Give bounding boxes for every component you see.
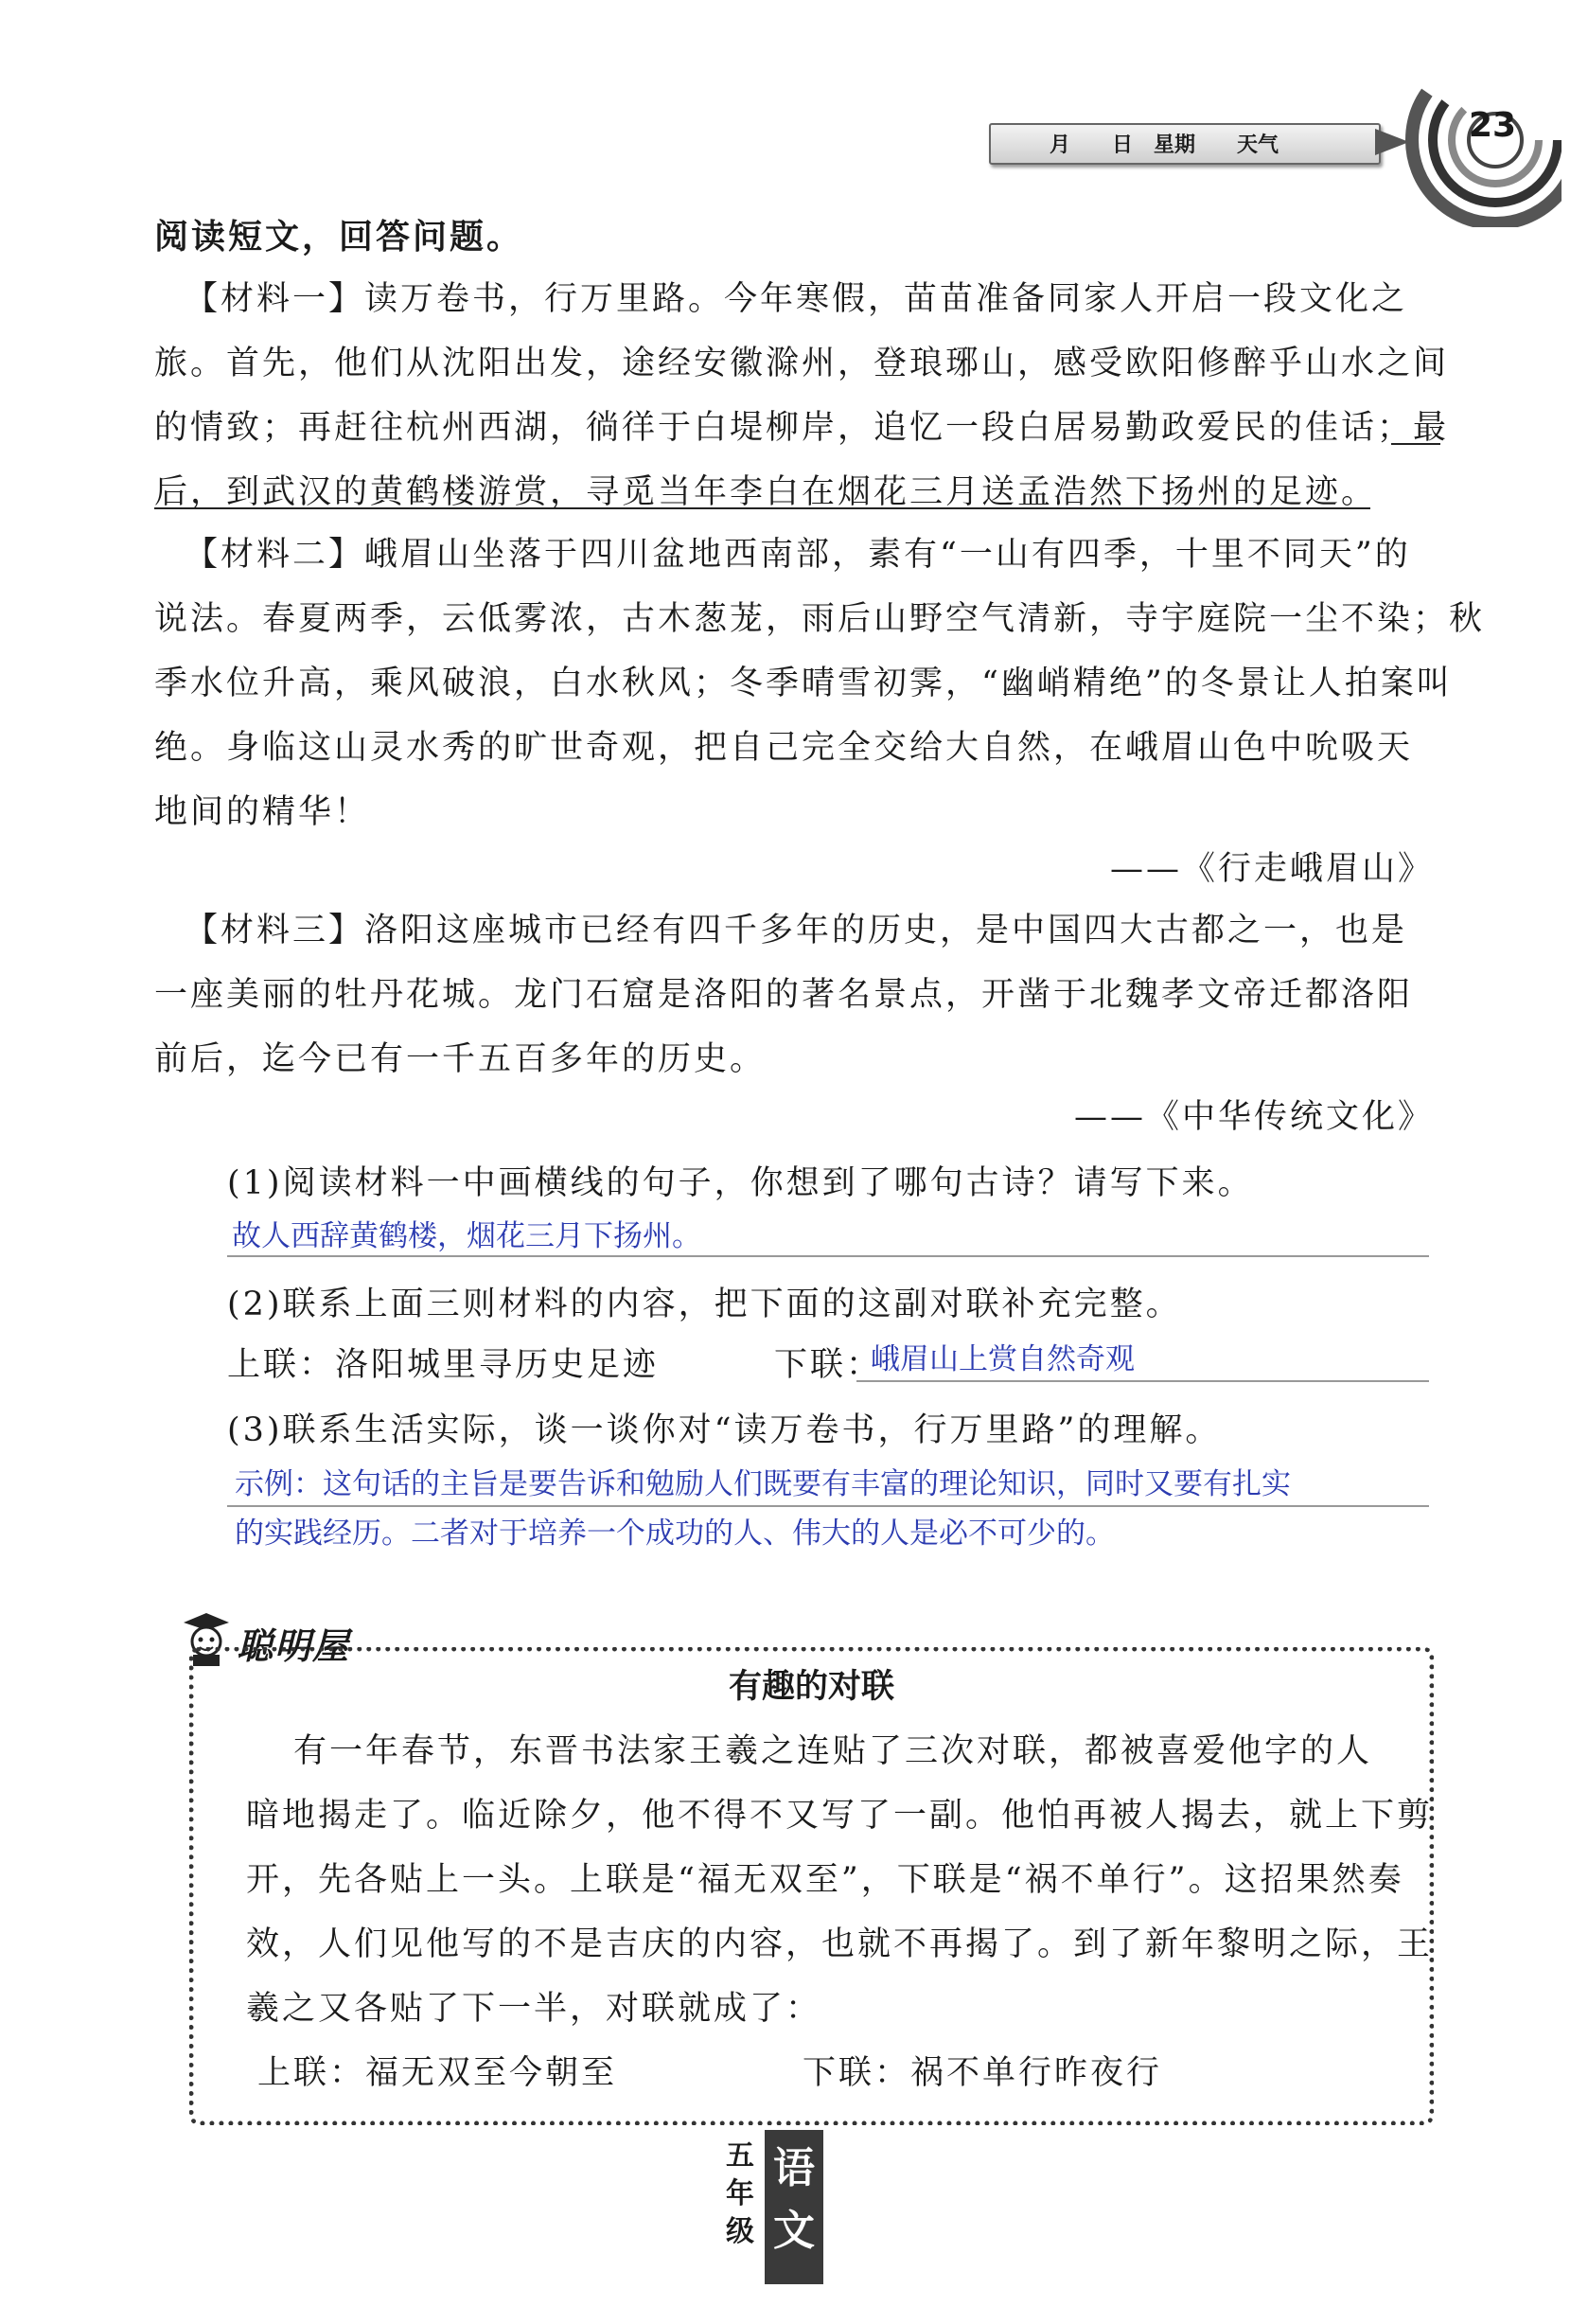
material3-text-1: 洛阳这座城市已经有四千多年的历史，是中国四大古都之一，也是 xyxy=(364,912,1408,949)
fun-couplet-title: 有趣的对联 xyxy=(728,1668,894,1706)
fun-couplet-lower: 下联：祸不单行昨夜行 xyxy=(803,2054,1163,2092)
material2-text-1: 峨眉山坐落于四川盆地西南部，素有“一山有四季，十里不同天”的 xyxy=(364,536,1411,574)
date-weather-bar xyxy=(989,123,1381,165)
subject-char-2: 文 xyxy=(773,2207,815,2255)
fun-couplet-line-4: 效，人们见他写的不是吉庆的内容，也就不再揭了。到了新年黎明之际，王 xyxy=(246,1925,1434,1963)
material2-source: ——《行走峨眉山》 xyxy=(1109,850,1434,888)
question-2-lower-label: 下联： xyxy=(774,1346,883,1384)
material3-line-2: 一座美丽的牡丹花城。龙门石窟是洛阳的著名景点，开凿于北魏孝文帝迁都洛阳 xyxy=(154,976,1414,1014)
material1-line-2: 旅。首先，他们从沈阳出发，途经安徽滁州，登琅琊山，感受欧阳修醉乎山水之间 xyxy=(154,345,1450,382)
material1-underline-b xyxy=(154,507,1370,509)
question-1-prompt: (1)阅读材料一中画横线的句子，你想到了哪句古诗？请写下来。 xyxy=(227,1164,1254,1202)
page-header xyxy=(989,123,1396,165)
question-2-prompt: (2)联系上面三则材料的内容，把下面的这副对联补充完整。 xyxy=(227,1286,1182,1323)
material2-tag: 【材料二】 xyxy=(185,536,365,574)
question-1-answer-line xyxy=(227,1255,1429,1257)
material2-line-2: 说法。春夏两季，云低雾浓，古木葱茏，雨后山野空气清新，寺宇庭院一尘不染；秋 xyxy=(154,600,1486,638)
question-3-answer-line-1[interactable]: 示例：这句话的主旨是要告诉和勉励人们既要有丰富的理论知识，同时又要有扎实 xyxy=(235,1467,1291,1501)
subject-char-1: 语 xyxy=(773,2144,815,2192)
date-weather-labels: 月 日 星期 天气 xyxy=(1050,133,1279,157)
material1-line-1 xyxy=(185,273,1437,320)
fun-couplet-line-3: 开，先各贴上一头。上联是“福无双至”，下联是“祸不单行”。这招果然奏 xyxy=(246,1861,1404,1899)
grade-char-2: 年 xyxy=(726,2177,754,2210)
question-2-answer[interactable]: 峨眉山上赏自然奇观 xyxy=(871,1342,1135,1376)
grade-label xyxy=(721,2138,759,2251)
subject-label xyxy=(765,2130,823,2284)
fun-couplet-line-5: 羲之又各贴了下一半，对联就成了： xyxy=(246,1990,822,2028)
material2-line-4: 绝。身临这山灵水秀的旷世奇观，把自己完全交给大自然，在峨眉山色中吮吸天 xyxy=(154,729,1414,767)
material3-tag: 【材料三】 xyxy=(185,912,365,949)
material2-line-1 xyxy=(185,528,1437,576)
material2-line-5: 地间的精华！ xyxy=(154,793,371,831)
fun-couplet-line-2: 暗地揭走了。临近除夕，他不得不又写了一副。他怕再被人揭去，就上下剪 xyxy=(246,1797,1434,1835)
question-3-answer-line-2[interactable]: 的实践经历。二者对于培养一个成功的人、伟大的人是必不可少的。 xyxy=(235,1517,1115,1551)
material1-line-3: 的情致；再赶往杭州西湖，徜徉于白堤柳岸，追忆一段白居易勤政爱民的佳话；最 xyxy=(154,409,1450,447)
question-3-rule-1 xyxy=(227,1505,1429,1507)
material1-underline-a xyxy=(1391,443,1440,445)
question-1-answer[interactable]: 故人西辞黄鹤楼，烟花三月下扬州。 xyxy=(232,1219,701,1253)
material3-line-1 xyxy=(185,904,1437,951)
material1-line-4: 后，到武汉的黄鹤楼游赏，寻觅当年李白在烟花三月送孟浩然下扬州的足迹。 xyxy=(154,473,1378,511)
material3-source: ——《中华传统文化》 xyxy=(1073,1098,1434,1136)
material2-line-3: 季水位升高，乘风破浪，白水秋风；冬季晴雪初霁，“幽峭精绝”的冬景让人拍案叫 xyxy=(154,665,1453,702)
question-2-upper: 上联：洛阳城里寻历史足迹 xyxy=(227,1346,660,1384)
fun-couplet-upper: 上联：福无双至今朝至 xyxy=(257,2054,618,2092)
grade-char-1: 五 xyxy=(726,2139,754,2173)
page-number: 23 xyxy=(1469,106,1517,145)
material1-text-1: 读万卷书，行万里路。今年寒假，苗苗准备同家人开启一段文化之 xyxy=(364,280,1408,318)
smart-house-label: 聪明屋 xyxy=(237,1625,351,1667)
material1-tag: 【材料一】 xyxy=(185,280,365,318)
grade-char-3: 级 xyxy=(726,2215,754,2248)
reading-instruction: 阅读短文，回答问题。 xyxy=(154,218,524,257)
question-2-answer-line xyxy=(856,1380,1429,1382)
material3-line-3: 前后，迄今已有一千五百多年的历史。 xyxy=(154,1040,767,1078)
fun-couplet-line-1: 有一年春节，东晋书法家王羲之连贴了三次对联，都被喜爱他字的人 xyxy=(293,1732,1373,1770)
question-3-prompt: (3)联系生活实际，谈一谈你对“读万卷书，行万里路”的理解。 xyxy=(227,1411,1222,1449)
